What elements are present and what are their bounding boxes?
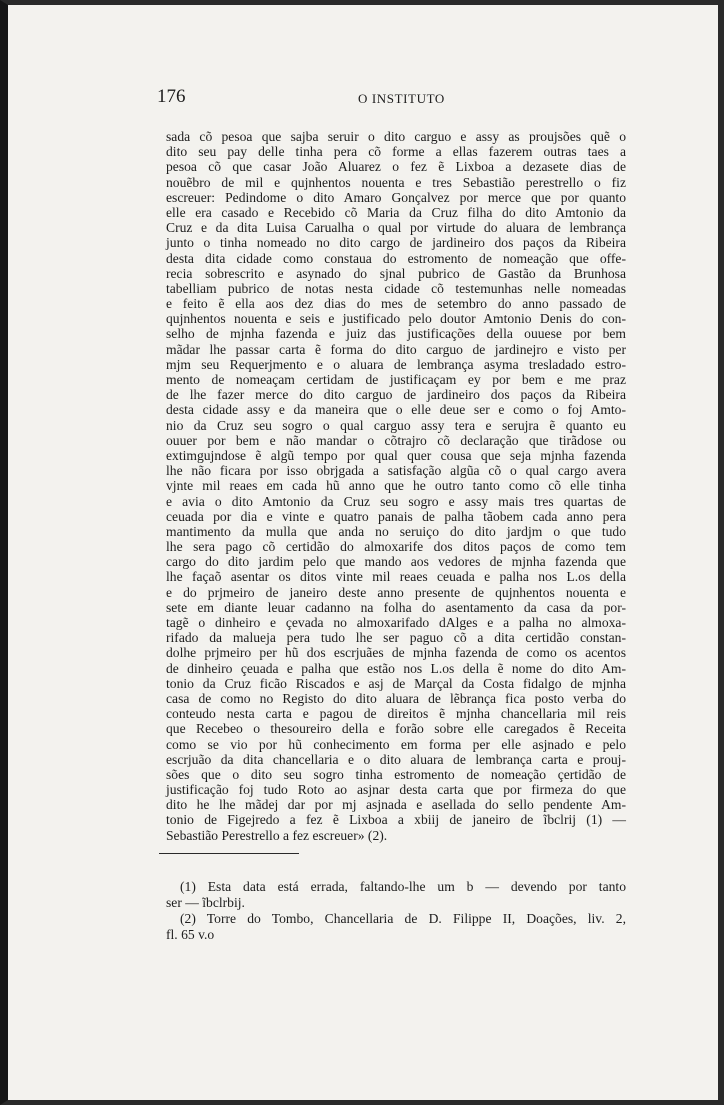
body-line: e avia o dito Amtonio da Cruz seu sogro e assy mais tres quartas de [166, 493, 626, 509]
body-line: tabelliam pubrico de notas nesta cidade cõ testemunhas nelle nomeadas [166, 280, 626, 296]
body-line: recia sobrescrito e asynado do sjnal pubrico de Gastão da Brunhosa [166, 265, 626, 281]
body-line: desta dita cidade como constaua do estromento de nomeação que offe- [166, 250, 626, 266]
body-line: elle era casado e Recebido cõ Maria da Cruz filha do dito Amtonio da [166, 204, 626, 220]
body-line: mãdar lhe passar carta ẽ forma do dito carguo de jardinejro e visto per [166, 341, 626, 357]
document-body [166, 129, 626, 843]
body-line: tonio de Figejredo a fez ẽ Lixboa a xbiij de janeiro de ĩbclrij (1) — [166, 812, 626, 828]
body-line: escreuer: Pedindome o dito Amaro Gonçalvez por merce que por quanto [166, 189, 626, 205]
footnote-1-continuation: ser — ĩbclrbij. [166, 895, 245, 910]
footnote-2-continuation: fl. 65 v.o [166, 927, 215, 942]
footnotes [166, 879, 626, 943]
body-line: dito seu pay delle tinha pera cõ forme a ellas fazerem outras taes a [166, 144, 626, 160]
body-line: lhe sera pago cõ certidão do almoxarife dos ditos paços de como tem [166, 539, 626, 555]
body-line: selho de mjnha fazenda e juiz das justificações della ouuese por bem [166, 326, 626, 342]
body-line: como se vio por hũ conhecimento em forma per elle asjnado e pelo [166, 736, 626, 752]
body-line: vjnte mil reaes em cada hũ anno que he outro tanto como cõ elle tinha [166, 478, 626, 494]
body-line: escrjuão da dita chancellaria e o dito aluara de lembrança carta e prouj- [166, 751, 626, 767]
body-line: que Recebeo o thesoureiro della e forão sobre elle caregados ẽ Receita [166, 721, 626, 737]
body-line: justificação foj tudo Roto ao asjnar desta carta que por firmeza do que [166, 782, 626, 798]
body-line: pesoa cõ que casar João Aluarez o fez ẽ Lixboa a dezasete dias de [166, 159, 626, 175]
footnote-2: (2) Torre do Tombo, Chancellaria de D. Filippe II, Doações, liv. 2, [180, 911, 626, 926]
body-line: e do prjmeiro de janeiro deste anno presente de qujnhentos nouenta e [166, 584, 626, 600]
body-line: qujnhentos nouenta e seis e justificado pelo doutor Amtonio Denis do con- [166, 311, 626, 327]
body-line: nio da Cruz seu sogro o qual carguo assy tera e serujra ẽ quanto eu [166, 417, 626, 433]
body-line: ouuer por bem e não mandar o cõtrajro cõ declaração que tirãdose ou [166, 432, 626, 448]
body-line: tonio da Cruz ficão Riscados e asj de Marçal da Costa fidalgo de mjnha [166, 675, 626, 691]
body-line: Sebastião Perestrello a fez escreuer» (2). [166, 827, 388, 843]
body-line: lhe não ficara por isso obrjgada a satisfação algũa cõ o qual cargo avera [166, 463, 626, 479]
body-line: e feito ẽ ella aos dez dias do mes de setembro do anno passado de [166, 296, 626, 312]
body-line: lhe façaõ asentar os ditos vinte mil reaes ceuada e palha nos L.os della [166, 569, 626, 585]
footnote-1: (1) Esta data está errada, faltando-lhe um b — devendo por tanto [180, 879, 626, 894]
body-line: extimgujndose ẽ algũ tempo por qual quer cousa que seja mjnha fazenda [166, 447, 626, 463]
footnote-divider [159, 853, 299, 854]
body-line: casa de como no Registo do dito aluara de lẽbrança fica posto verba do [166, 690, 626, 706]
body-line: de lhe fazer merce do dito carguo de jardineiro dos paços da Ribeira [166, 387, 626, 403]
body-line: conteudo nesta carta e pagou de direitos ẽ mjnha chancellaria mil reis [166, 706, 626, 722]
body-line: dito he lhe mãdej dar por mj asjnada e asellada do sello pendente Am- [166, 797, 626, 813]
body-line: Cruz e da dita Luisa Carualha o qual por virtude do aluara de lembrança [166, 220, 626, 236]
body-line: sada cõ pesoa que sajba seruir o dito carguo e assy as proujsões quẽ o [166, 129, 626, 144]
body-line: de dinheiro çeuada e palha que estão nos L.os della ẽ nome do dito Am- [166, 660, 626, 676]
body-line: rifado da malueja pera tudo lhe ser paguo cõ a dita certidão constan- [166, 630, 626, 646]
body-line: mantimento da mulla que anda no seruiço do dito jardjm o que tudo [166, 523, 626, 539]
body-line: ceuada por dia e vinte e quatro panais de palha tãobem cada anno pera [166, 508, 626, 524]
body-line: mjm seu Requerjmento e o aluara de lembrança asyma tresladado estro- [166, 356, 626, 372]
body-line: nouẽbro de mil e qujnhentos nouenta e tres Sebastião perestrello o fiz [166, 174, 626, 190]
page-number: 176 [157, 86, 186, 107]
body-line: dolhe prjmeiro per hũ dos escrjuães de mjnha fazenda de como os acentos [166, 645, 626, 661]
body-line: tagẽ o dinheiro e çevada no almoxarifado dAlges e a palha no almoxa- [166, 615, 626, 630]
body-line: cargo do dito jardim pelo que mando aos vedores de mjnha fazenda que [166, 554, 626, 570]
running-head: O INSTITUTO [358, 91, 445, 106]
body-line: sões que o dito seu sogro tinha estromento de nomeação çertidão de [166, 766, 626, 782]
body-line: sete em diante leuar cadanno na folha do asentamento da casa da por- [166, 599, 626, 615]
body-line: junto o tinha nomeado no dito cargo de jardineiro dos paços da Ribeira [166, 235, 626, 251]
body-line: mento de nomeaçam certidam de justificaçam ey por bem e me praz [166, 372, 626, 387]
body-line: desta cidade assy e da maneira que o elle deue ser e como o foj Amto- [166, 402, 626, 418]
